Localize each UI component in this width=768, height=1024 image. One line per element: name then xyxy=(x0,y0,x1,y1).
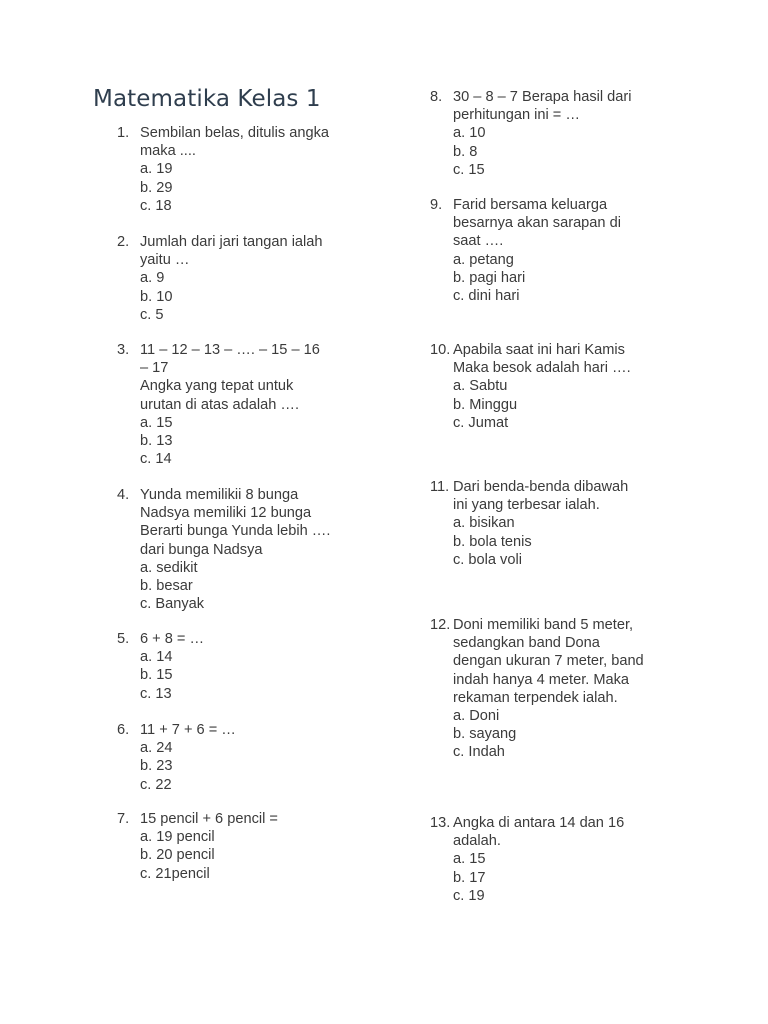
question-number: 8. xyxy=(430,89,443,105)
question-9 xyxy=(430,196,621,305)
question-text: Dari benda-benda dibawah ini yang terbesar ialah. a. bisikan b. bola tenis c. bola voli xyxy=(453,479,629,568)
question-4 xyxy=(117,486,330,613)
question-1 xyxy=(117,124,329,215)
question-5 xyxy=(117,630,204,703)
question-number: 10. xyxy=(430,342,451,358)
question-10 xyxy=(430,341,631,432)
question-8 xyxy=(430,88,632,179)
question-number: 1. xyxy=(117,125,130,141)
question-text: Yunda memilikii 8 bunga Nadsya memiliki 12 bunga Berarti bunga Yunda lebih …. dari bunga Nadsya a. sedikit b. besar c. Banyak xyxy=(140,487,331,613)
question-number: 12. xyxy=(430,617,451,633)
question-text: 11 – 12 – 13 – …. – 15 – 16 – 17 Angka yang tepat untuk urutan di atas adalah …. a. 15 b. 13 c. 14 xyxy=(140,342,320,468)
question-number: 7. xyxy=(117,811,130,827)
question-7 xyxy=(117,810,278,883)
question-number: 9. xyxy=(430,197,443,213)
question-3 xyxy=(117,341,320,468)
question-number: 2. xyxy=(117,234,130,250)
question-text: Apabila saat ini hari Kamis Maka besok adalah hari …. a. Sabtu b. Minggu c. Jumat xyxy=(453,342,631,431)
question-12 xyxy=(430,616,644,762)
question-text: Jumlah dari jari tangan ialah yaitu … a. 9 b. 10 c. 5 xyxy=(140,234,323,323)
question-text: 30 – 8 – 7 Berapa hasil dari perhitungan ini = … a. 10 b. 8 c. 15 xyxy=(453,89,632,178)
question-number: 6. xyxy=(117,722,130,738)
question-number: 3. xyxy=(117,342,130,358)
question-number: 11. xyxy=(430,479,450,495)
page-title: Matematika Kelas 1 xyxy=(93,86,321,112)
question-text: 15 pencil + 6 pencil = a. 19 pencil b. 20 pencil c. 21pencil xyxy=(140,811,278,882)
question-text: 6 + 8 = … a. 14 b. 15 c. 13 xyxy=(140,631,205,702)
question-text: Sembilan belas, ditulis angka maka .... a. 19 b. 29 c. 18 xyxy=(140,125,330,214)
question-number: 5. xyxy=(117,631,130,647)
question-6 xyxy=(117,721,236,794)
question-number: 4. xyxy=(117,487,130,503)
question-text: Doni memiliki band 5 meter, sedangkan band Dona dengan ukuran 7 meter, band indah hanya 4 meter. Maka rekaman terpendek ialah. a. Doni b. sayang c. Indah xyxy=(453,617,644,761)
question-text: 11 + 7 + 6 = … a. 24 b. 23 c. 22 xyxy=(140,722,236,793)
question-2 xyxy=(117,233,323,324)
question-text: Farid bersama keluarga besarnya akan sarapan di saat …. a. petang b. pagi hari c. dini hari xyxy=(453,197,621,305)
question-13 xyxy=(430,814,624,905)
question-11 xyxy=(430,478,628,569)
question-text: Angka di antara 14 dan 16 adalah. a. 15 b. 17 c. 19 xyxy=(453,815,625,904)
question-number: 13. xyxy=(430,815,451,831)
